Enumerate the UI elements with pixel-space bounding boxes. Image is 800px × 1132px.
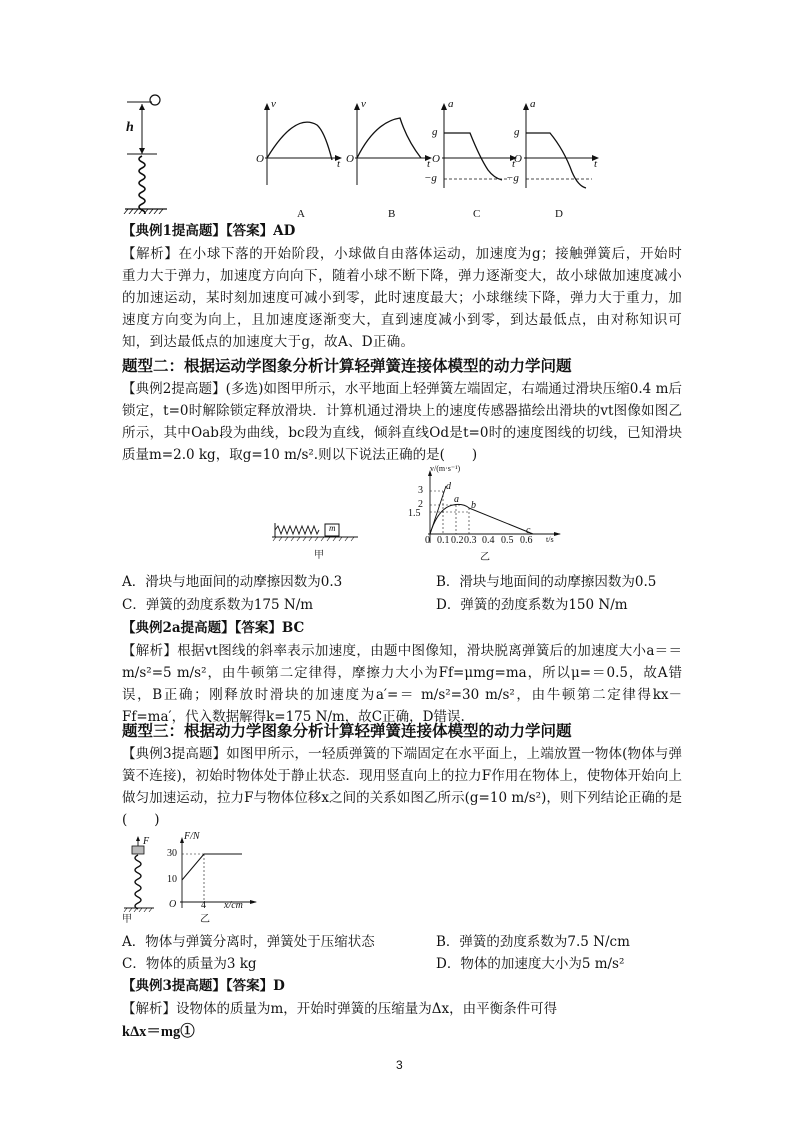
option-b: B．滑块与地面间的动摩擦因数为0.5 <box>436 574 657 590</box>
g-label: g <box>432 126 438 138</box>
ex3-answer: 【典例3提高题】【答案】D <box>122 978 285 994</box>
ex2-answer: 【典例2a提高题】【答案】BC <box>122 620 305 636</box>
origin-label: O <box>432 153 440 165</box>
vt-point-b: b <box>471 500 476 511</box>
axis-label: a <box>448 98 454 110</box>
graph-a <box>255 98 345 220</box>
figure-spring-block <box>270 515 360 560</box>
figure-vt-graph <box>408 464 568 563</box>
axis-label: t <box>512 158 516 170</box>
g-label: g <box>514 126 520 138</box>
origin-label: O <box>346 153 354 165</box>
vt-ytick: 2 <box>418 499 423 510</box>
fig-jia-caption: 甲 <box>314 550 324 561</box>
force-label: F <box>143 836 150 847</box>
vt-xtick: 0.6 <box>520 535 533 546</box>
neg-g-label: −g <box>424 172 437 184</box>
fx-ytick: 10 <box>167 874 177 885</box>
type3-question: 【典例3提高题】如图甲所示，一轻质弹簧的下端固定在水平面上，上端放置一物体(物体与弹簧不连接)，初始时物体处于静止状态．现用竖直向上的拉力F作用在物体上，使物体开始向上做匀加速运动，拉力F与物体位移x之间的关系如图乙所示(g=10 m/s²)，则下列结论正确的是( ) <box>122 746 682 828</box>
ball-spring-diagram <box>122 92 182 214</box>
origin-label: O <box>256 153 264 165</box>
origin-label: O <box>514 153 522 165</box>
neg-g-label: −g <box>506 172 519 184</box>
fx-ylabel: F/N <box>184 831 200 842</box>
vt-xtick: 0.1 <box>437 535 450 546</box>
option-a: A．滑块与地面间的动摩擦因数为0.3 <box>122 574 343 590</box>
vt-xtick: 0.5 <box>501 535 514 546</box>
axis-label: v <box>271 98 276 110</box>
vt-ytick: 3 <box>418 485 423 496</box>
option-d: D．物体的加速度大小为5 m/s² <box>436 956 625 972</box>
graph-c <box>424 98 520 220</box>
vt-xlabel: t/s <box>546 535 554 544</box>
graph-caption: A <box>297 208 305 220</box>
vt-ytick: 1.5 <box>408 508 421 519</box>
axis-label: t <box>594 158 598 170</box>
height-label: h <box>126 120 134 135</box>
vt-ylabel: v/(m·s⁻¹) <box>430 464 461 473</box>
fig-jia-caption: 甲 <box>122 914 132 925</box>
figure-vertical-spring <box>122 836 162 925</box>
page-number: 3 <box>396 1058 403 1072</box>
graph-caption: D <box>555 208 563 220</box>
graph-b <box>345 98 435 220</box>
option-c: C．弹簧的劲度系数为175 N/m <box>122 597 314 613</box>
axis-label: v <box>361 98 366 110</box>
fx-origin: O <box>169 899 177 910</box>
ex1-answer: 【典例1提高题】【答案】AD <box>122 223 296 239</box>
vt-xtick: 0 <box>425 535 430 546</box>
vt-point-c: c <box>526 525 531 536</box>
graph-caption: C <box>473 208 481 220</box>
type2-heading: 题型二：根据运动学图象分析计算轻弹簧连接体模型的动力学问题 <box>122 357 572 375</box>
vt-xtick: 0.4 <box>482 535 495 546</box>
ex3-equation: kΔx＝mg① <box>122 1024 195 1040</box>
vt-xtick: 0.3 <box>464 535 477 546</box>
axis-label: a <box>530 98 536 110</box>
graph-d <box>506 98 602 220</box>
fx-graph-svg <box>164 836 264 912</box>
figure-fx-graph <box>164 831 264 926</box>
option-a: A．物体与弹簧分离时，弹簧处于压缩状态 <box>122 934 375 950</box>
ex1-analysis: 【解析】在小球下落的开始阶段，小球做自由落体运动，加速度为g；接触弹簧后，开始时重力大于弹力，加速度方向向下，随着小球不断下降，弹力逐渐变大，故小球做加速度减小的加速运动，某时刻加速度可减小到零，此时速度最大；小球继续下降，弹力大于重力，加速度方向变为向上，且加速度逐渐变大，直到速度减小到零，到达最低点，由对称知识可知，到达最低点的加速度大于g，故A、D正确。 <box>122 246 682 350</box>
vt-point-d: d <box>446 481 451 492</box>
option-c: C．物体的质量为3 kg <box>122 956 257 972</box>
fx-xlabel: x/cm <box>224 900 243 911</box>
block-label: m <box>329 523 336 533</box>
ex3-analysis: 【解析】设物体的质量为m，开始时弹簧的压缩量为Δx，由平衡条件可得 <box>122 1001 558 1017</box>
fig-yi-caption: 乙 <box>480 552 490 563</box>
fx-ytick: 30 <box>167 848 177 859</box>
vt-xtick: 0.2 <box>451 535 464 546</box>
fx-xtick: 4 <box>201 900 206 911</box>
ex2-analysis: 【解析】根据vt图线的斜率表示加速度，由题中图像知，滑块脱离弹簧后的加速度大小a＝＝ m/s²=5 m/s²，由牛顿第二定律得，摩擦力大小为Ff=μmg=ma，所以μ=＝0.5，故A错误，B正确；刚释放时滑块的加速度为a′=＝ m/s²=30 m/s²，由牛顿第二定律得kx－Ff=ma′，代入数据解得k=175 N/m，故C正确，D错误. <box>122 643 682 725</box>
fig-yi-caption: 乙 <box>200 914 210 925</box>
axis-label: t <box>337 158 341 170</box>
vt-point-a: a <box>454 494 459 505</box>
graph-caption: B <box>388 208 396 220</box>
option-b: B．弹簧的劲度系数为7.5 N/cm <box>436 934 630 950</box>
option-d: D．弹簧的劲度系数为150 N/m <box>436 597 628 613</box>
type3-heading: 题型三：根据动力学图象分析计算轻弹簧连接体模型的动力学问题 <box>122 722 572 740</box>
figure-ball-spring <box>122 92 182 214</box>
axis-label: t <box>427 158 431 170</box>
type2-question: 【典例2提高题】(多选)如图甲所示，水平地面上轻弹簧左端固定，右端通过滑块压缩0.4 m后锁定，t=0时解除锁定释放滑块．计算机通过滑块上的速度传感器描绘出滑块的vt图像如图乙所示，其中Oab段为曲线，bc段为直线，倾斜直线Od是t=0时的速度图线的切线，已知滑块质量m=2.0 kg，取g=10 m/s².则以下说法正确的是( ) <box>122 381 682 463</box>
